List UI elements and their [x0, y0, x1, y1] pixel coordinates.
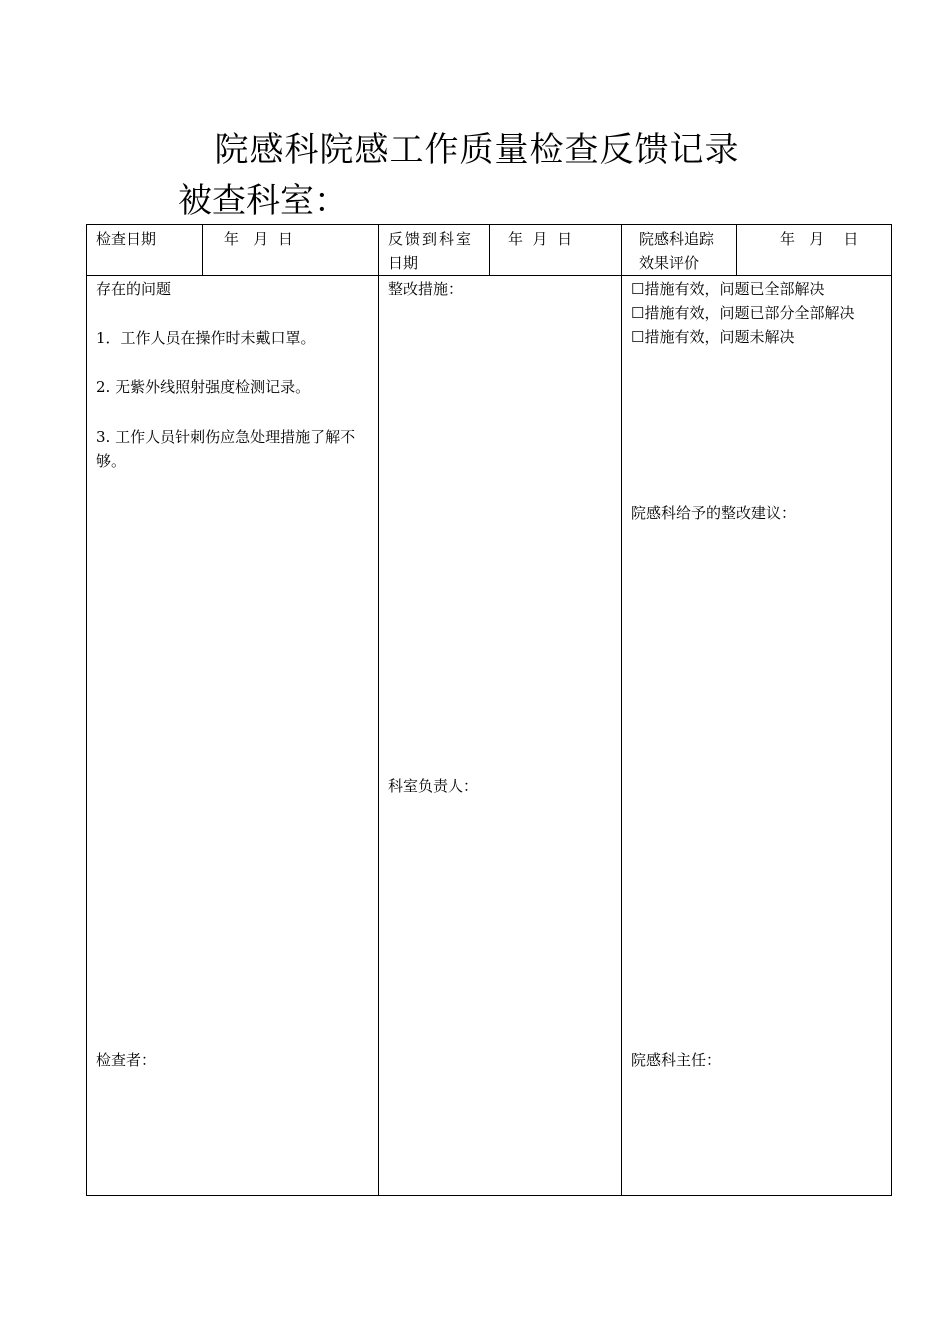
page-title: 院感科院感工作质量检查反馈记录 [214, 130, 740, 170]
inspector-label: 检查者： [96, 1051, 157, 1069]
divider-col-2 [621, 225, 622, 1195]
tracking-label-line1: 院感科追踪 [639, 230, 715, 248]
director-label: 院感科主任： [631, 1051, 722, 1069]
evaluation-option-2: ☐措施有效，问题已部分全部解决 [631, 304, 855, 322]
inspect-date-value: 年 月 日 [224, 230, 293, 248]
divider-header-date [202, 225, 203, 275]
divider-header-row [87, 275, 891, 276]
divider-header-feedback [489, 225, 490, 275]
rectification-heading: 整改措施： [388, 280, 464, 298]
feedback-date-value: 年 月 日 [508, 230, 573, 248]
problem-item-3: 3. 工作人员针刺伤应急处理措施了解不够。 [96, 428, 356, 470]
evaluation-option-3: ☐措施有效，问题未解决 [631, 328, 795, 346]
problems-heading: 存在的问题 [96, 280, 172, 298]
inspect-date-label: 检查日期 [96, 230, 157, 248]
department-label: 被查科室： [178, 181, 348, 221]
responsible-person-label: 科室负责人： [388, 777, 479, 795]
tracking-label-line2: 效果评价 [639, 254, 700, 272]
divider-col-1 [378, 225, 379, 1195]
evaluation-option-1: ☐措施有效，问题已全部解决 [631, 280, 825, 298]
suggestion-label: 院感科给予的整改建议： [631, 504, 797, 522]
feedback-date-label-line2: 日期 [388, 254, 419, 272]
divider-header-tracking [736, 225, 737, 275]
tracking-date-value: 年 月 日 [780, 230, 859, 248]
feedback-date-label-line1: 反馈到科室 [388, 230, 474, 248]
feedback-record-table [86, 224, 892, 1196]
problem-item-2: 2. 无紫外线照射强度检测记录。 [96, 378, 311, 396]
problem-item-1: 1．工作人员在操作时未戴口罩。 [96, 329, 316, 347]
